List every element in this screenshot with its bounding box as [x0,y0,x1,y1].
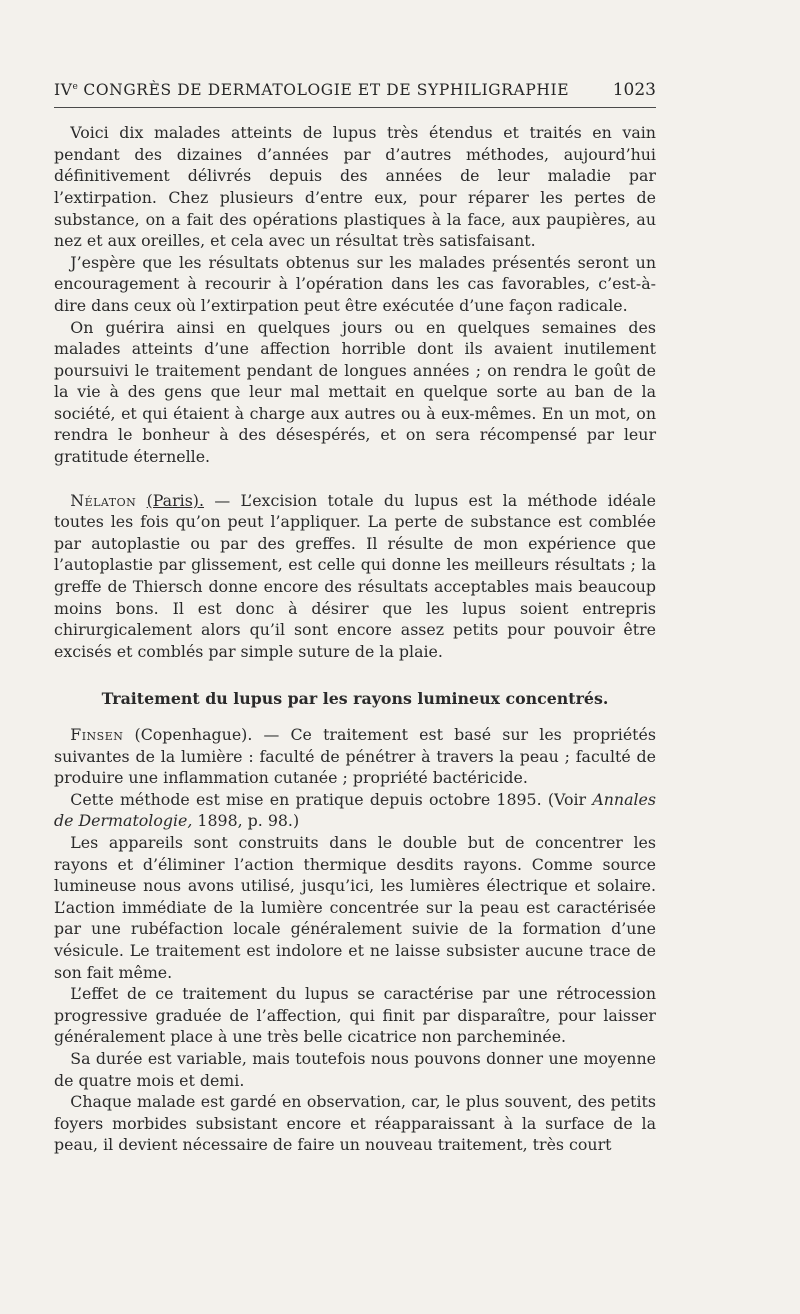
paragraph: Cette méthode est mise en pratique depuis octobre 1895. (Voir Annales de Dermatologie, 1898, p. 98.) [54,789,656,831]
paragraph: Nélaton (Paris). — L’excision totale du lupus est la méthode idéale toutes les fois qu’on peut l’appliquer. La perte de substance est comblée par autoplastie ou par des greffes. Il résulte de mon expérience que l’autoplastie par glissement, est celle qui donne les meilleurs résultats ; la greffe de Thiersch donne encore des résultats acceptables mais beaucoup moins bons. Il est donc à désirer que les lupus soient entrepris chirurgicalement alors qu’il sont encore assez petits pour pouvoir être excisés et comblés par simple suture de la plaie. [54,490,656,661]
running-head-superscript: e [72,82,78,92]
author-name: Finsen [70,725,124,744]
section-lupus-extirpation [54,122,656,468]
page [54,72,656,1156]
author-name: Nélaton [70,490,137,510]
paragraph: Sa durée est variable, mais toutefois nous pouvons donner une moyenne de quatre mois et demi. [54,1048,656,1090]
running-head-title: IVe CONGRÈS DE DERMATOLOGIE ET DE SYPHILIGRAPHIE [54,81,570,100]
author-city: (Paris). [146,490,204,510]
section-heading: Traitement du lupus par les rayons lumineux concentrés. [101,689,609,709]
paragraph: Les appareils sont construits dans le double but de concentrer les rayons et d’éliminer l’action thermique desdits rayons. Comme source lumineuse nous avons utilisé, jusqu’ici, les lumières électrique et solaire. L’action immédiate de la lumière concentrée sur la peau est caractérisée par une rubéfaction locale généralement suivie de la formation d’une vésicule. Le traitement est indolore et ne laisse subsister aucune trace de son fait même. [54,832,656,982]
paragraph: Finsen (Copenhague). — Ce traitement est basé sur les propriétés suivantes de la lumière : faculté de pénétrer à travers la peau ; faculté de produire une inflammation cutanée ; propriété bactéricide. [54,725,656,788]
paragraph: Chaque malade est gardé en observation, car, le plus souvent, des petits foyers morbides subsistant encore et réapparaissant à la surface de la peau, il devient nécessaire de faire un nouveau traitement, très court [54,1092,656,1155]
page-number: 1023 [612,80,656,101]
paragraph: L’effet de ce traitement du lupus se caractérise par une rétrocession progressive graduée de l’affection, qui finit par disparaître, pour laisser généralement place à une très belle cicatrice non parcheminée. [54,984,656,1047]
nelaton-communication [54,490,656,663]
header-rule [54,107,656,108]
finsen-communication [54,724,656,1156]
paragraph: On guérira ainsi en quelques jours ou en quelques semaines des malades atteints d’une affection horrible dont ils avaient inutilement poursuivi le traitement pendant de longues années ; on rendra le goût de la vie à des gens que leur mal mettait en quelque sorte au ban de la société, et qui étaient à charge aux autres ou à eux-mêmes. En un mot, on rendra le bonheur à des désespérés, et on sera récompensé par leur gratitude éternelle. [54,317,656,467]
paragraph: Voici dix malades atteints de lupus très étendus et traités en vain pendant des dizaines d’années par d’autres méthodes, aujourd’hui définitivement délivrés depuis des années de leur maladie par l’extirpation. Chez plusieurs d’entre eux, pour réparer les pertes de substance, on a fait des opérations plastiques à la face, aux paupières, au nez et aux oreilles, et cela avec un résultat très satisfaisant. [54,123,656,251]
running-head [54,72,656,105]
paragraph: J’espère que les résultats obtenus sur les malades présentés seront un encouragement à recourir à l’opération dans les cas favorables, c’est-à-dire dans ceux où l’extirpation peut être exécutée d’une façon radicale. [54,252,656,315]
journal-title: Annales de Dermatologie, [54,789,656,831]
